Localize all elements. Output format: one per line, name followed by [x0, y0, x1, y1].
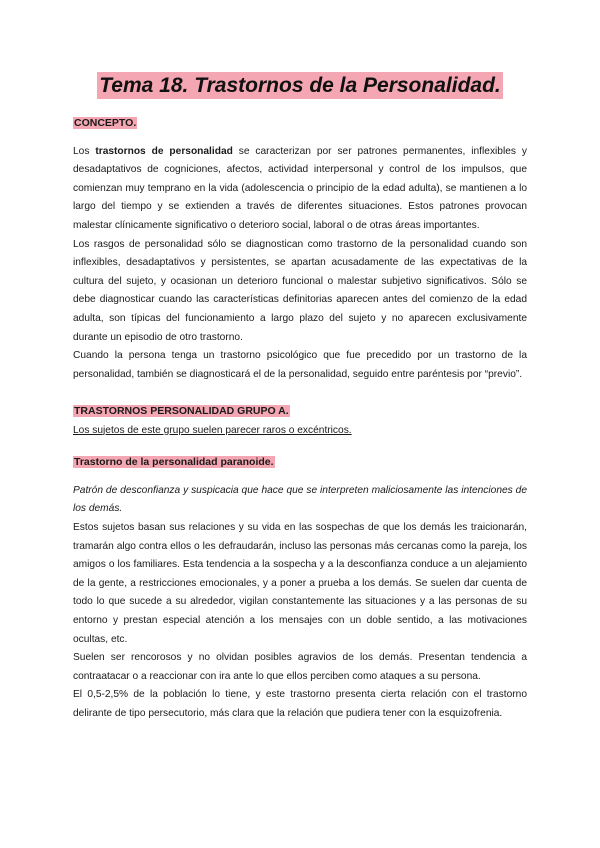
text: Los [73, 145, 96, 157]
paragraph [73, 143, 527, 236]
definition-text: Patrón de desconfianza y suspicacia que hace que se interpreten maliciosamente las intenciones de los demás. [73, 484, 527, 515]
section-subtitle: Los sujetos de este grupo suelen parecer raros o excéntricos. [73, 424, 352, 436]
paragraph: Cuando la persona tenga un trastorno psicológico que fue precedido por un trastorno de la personalidad, también se diagnosticará el de la personalidad, seguido entre paréntesis por “previo”. [73, 350, 527, 380]
title-container [0, 72, 600, 99]
section-heading-concepto: CONCEPTO. [74, 117, 137, 129]
section-concepto [73, 114, 527, 384]
paragraph: Estos sujetos basan sus relaciones y su vida en las sospechas de que los demás les traicionarán, tramarán algo contra ellos o les defraudarán, incluso las personas más cercanas como la pareja, los amigos o los familiares. Esta tendencia a la sospecha y a la desconfianza conduce a un alejamiento de la gente, a restricciones emocionales, y a poner a prueba a los demás. Se suelen dar cuenta de todo lo que sucede a su alrededor, vigilan constantemente las situaciones y a las personas de su entorno y prestan especial atención a los mensajes con un doble sentido, a las motivaciones ocultas, etc. [73, 521, 527, 645]
paragraph: El 0,5-2,5% de la población lo tiene, y este trastorno presenta cierta relación con el trastorno delirante de tipo persecutorio, más clara que la relación que pudiera tener con la esquizofrenia. [73, 689, 527, 719]
section-grupo-a [73, 402, 527, 724]
paragraph: Suelen ser rencorosos y no olvidan posibles agravios de los demás. Presentan tendencia a contraatacar o a reaccionar con ira ante lo que ellos perciben como ataques a su persona. [73, 652, 527, 682]
section-heading-grupo-a: TRASTORNOS PERSONALIDAD GRUPO A. [74, 405, 289, 417]
paragraph: Los rasgos de personalidad sólo se diagnostican como trastorno de la personalidad cuando son inflexibles, desadaptativos y persistentes, se apartan acusadamente de las expectativas de la cultura del sujeto, y ocasionan un deterioro funcional o malestar subjetivo significativos. Sólo se debe diagnosticar cuando las características definitorias aparecen antes del comienzo de la edad adulta, son típicas del funcionamiento a largo plazo del sujeto y no aparecen exclusivamente durante un episodio de otro trastorno. [73, 238, 527, 343]
subsection-heading-paranoide: Trastorno de la personalidad paranoide. [74, 456, 274, 469]
text: se caracterizan por ser patrones permanentes, inflexibles y desadaptativos de cogniciones, afectos, actividad interpersonal y control de los impulsos, que comienzan muy temprano en la vida (adolescencia o principio de la edad adulta), se mantienen a lo largo del tiempo y se extienden a través de diferentes situaciones. Estos patrones provocan malestar clínicamente significativo o deterioro social, laboral o de otras áreas importantes. [73, 145, 527, 231]
bold-term: trastornos de personalidad [95, 145, 233, 157]
page-title: Tema 18. Trastornos de la Personalidad. [99, 74, 501, 97]
